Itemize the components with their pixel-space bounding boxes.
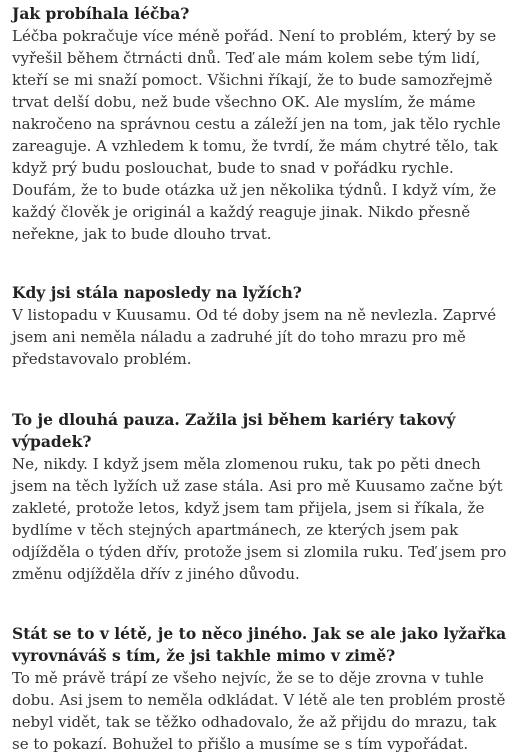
answer-paragraph: Ne, nikdy. I když jsem měla zlomenou ruku, tak po pěti dnech jsem na těch lyžích už zase stála. Asi pro mě Kuusamo začne být zakleté, protože letos, když jsem tam přijela, jsem si říkala, že bydlíme v těch stejných apartmánech, ze kterých jsem pak odjížděla o týden dřív, protože jsem si zlomila ruku. Teď jsem pro změnu odjížděla dřív z jiného důvodu. (12, 455, 507, 583)
qa-section-last-skiing (12, 282, 516, 370)
section-spacer (12, 370, 516, 409)
qa-section-winter (12, 623, 516, 755)
question-heading: Jak probíhala léčba? (12, 4, 190, 23)
qa-section-long-pause (12, 409, 516, 585)
answer-paragraph: Léčba pokračuje více méně pořád. Není to problém, který by se vyřešil během čtrnácti dnů. Teď ale mám kolem sebe tým lidí, kteří se mi snaží pomoct. Všichni říkají, že to bude samozřejmě trvat delší dobu, než bude všechno OK. Ale myslím, že máme nakročeno na správnou cestu a záleží jen na tom, jak tělo rychle zareaguje. A vzhledem k tomu, že tvrdí, že mám chytré tělo, tak když prý budu poslouchat, bude to snad v pořádku rychle. Doufám, že to bude otázka už jen několika týdnů. I když vím, že každý člověk je originál a každý reaguje jinak. Nikdo přesně neřekne, jak to bude dlouho trvat. (12, 27, 501, 243)
section-spacer (12, 245, 516, 282)
answer-paragraph: V listopadu v Kuusamu. Od té doby jsem na ně nevlezla. Zaprvé jsem ani neměla náladu a zadruhé jít do toho mrazu pro mě představovalo problém. (12, 306, 497, 368)
question-heading: To je dlouhá pauza. Zažila jsi během kariéry takový výpadek? (12, 410, 456, 451)
qa-section-treatment (12, 3, 516, 245)
section-spacer (12, 585, 516, 623)
answer-paragraph: To mě právě trápí ze všeho nejvíc, že se to děje zrovna v tuhle dobu. Asi jsem to neměla odkládat. V létě ale ten problém prostě nebyl vidět, tak se těžko odhadovalo, že až přijdu do mrazu, tak se to pokazí. Bohužel to přišlo a musíme se s tím vypořádat. (12, 669, 506, 753)
question-heading: Stát se to v létě, je to něco jiného. Jak se ale jako lyžařka vyrovnáváš s tím, že jsi takhle mimo v zimě? (12, 624, 507, 665)
question-heading: Kdy jsi stála naposledy na lyžích? (12, 283, 302, 302)
